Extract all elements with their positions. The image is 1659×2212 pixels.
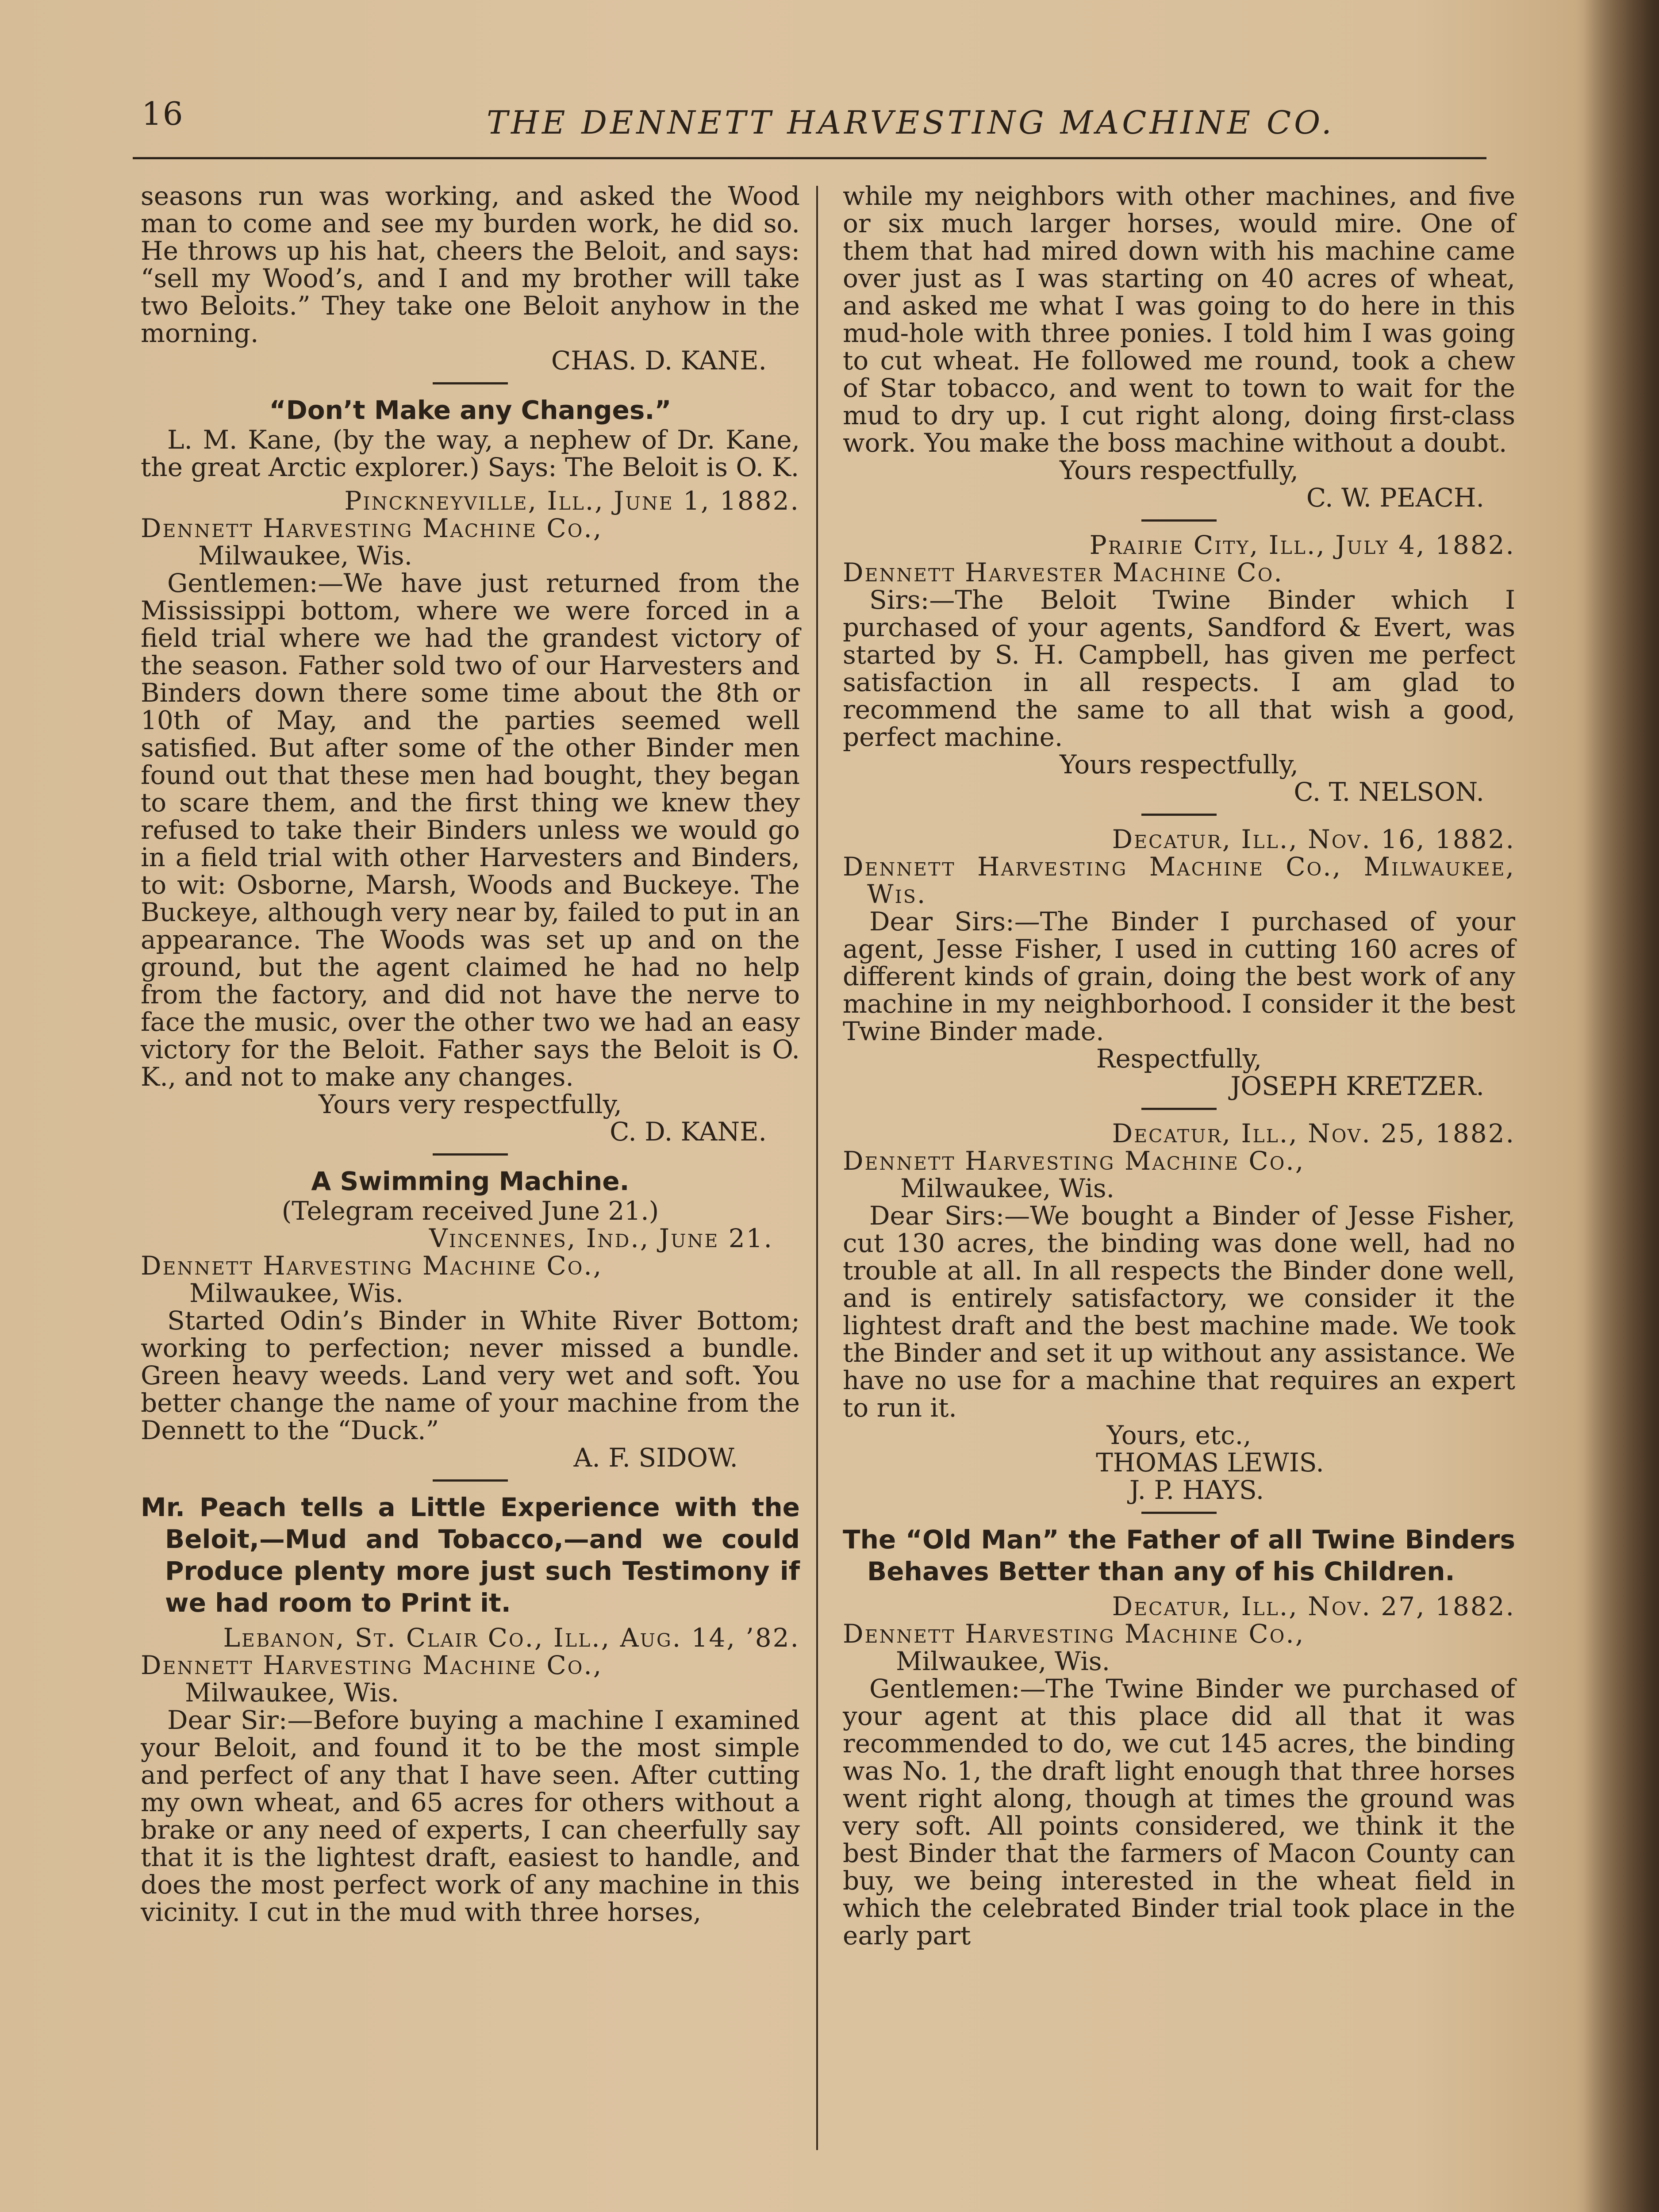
changes-intro: L. M. Kane, (by the way, a nephew of Dr. Kane, the great Arctic explorer.) Says: The Beloit is O. K. <box>141 425 800 482</box>
swimming-body: Started Odin’s Binder in White River Bottom; working to perfection; never missed a bundle. Green heavy weeds. Land very wet and soft. You better change the name of your machine from the Dennett to the “Duck.” <box>141 1306 800 1445</box>
section-rule <box>433 1153 508 1156</box>
lewis-signature-2: J. P. HAYS. <box>1129 1475 1264 1505</box>
column-divider <box>816 186 818 2150</box>
swimming-dateline: Vincennes, Ind., June 21. <box>429 1223 773 1253</box>
lewis-closing: Yours, etc., <box>1106 1420 1252 1450</box>
changes-closing: Yours very respectfully, <box>319 1089 622 1119</box>
changes-dateline: Pinckneyville, Ill., June 1, 1882. <box>344 486 800 516</box>
peach-signature: C. W. PEACH. <box>1306 483 1484 513</box>
old-man-body: Gentlemen:—The Twine Binder we purchased of your agent at this place did all that it was recommended to do, we cut 145 acres, the binding was No. 1, the draft light enough that three horses went right along, though at times the ground was very soft. All points considered, we think it the best Binder that the farmers of Macon County can buy, we being interested in the wheat field in which the celebrated Binder trial took place in the early part <box>843 1674 1515 1951</box>
section-rule <box>1141 814 1217 816</box>
nelson-dateline: Prairie City, Ill., July 4, 1882. <box>1089 530 1515 560</box>
swimming-subheading: (Telegram received June 21.) <box>281 1196 659 1226</box>
kretzer-dateline: Decatur, Ill., Nov. 16, 1882. <box>1112 824 1515 854</box>
changes-addressee: Dennett Harvesting Machine Co., <box>141 513 603 543</box>
changes-signature: C. D. KANE. <box>610 1117 767 1147</box>
kane-signature: CHAS. D. KANE. <box>551 346 767 376</box>
kretzer-body: Dear Sirs:—The Binder I purchased of your agent, Jesse Fisher, I used in cutting 160 acres of different kinds of grain, doing the best work of any machine in my neighborhood. I consider it the best Twine Binder made. <box>843 906 1515 1046</box>
lewis-dateline: Decatur, Ill., Nov. 25, 1882. <box>1112 1118 1515 1148</box>
old-man-dateline: Decatur, Ill., Nov. 27, 1882. <box>1112 1591 1515 1621</box>
lewis-body: Dear Sirs:—We bought a Binder of Jesse Fisher, cut 130 acres, the binding was done well, had no trouble at all. In all respects the Binder done well, and is entirely satisfactory, we consider it the lightest draft and the best machine made. We took the Binder and set it up without any assistance. We have no use for a machine that requires an expert to run it. <box>843 1201 1515 1423</box>
running-head: THE DENNETT HARVESTING MACHINE CO. <box>487 104 1335 141</box>
section-rule <box>433 1479 508 1482</box>
nelson-closing: Yours respectfully, <box>1060 749 1298 780</box>
old-man-addressee-city: Milwaukee, Wis. <box>896 1646 1110 1676</box>
lewis-signature-1: THOMAS LEWIS. <box>1096 1448 1324 1478</box>
page-number: 16 <box>142 95 184 132</box>
old-man-addressee: Dennett Harvesting Machine Co., <box>843 1619 1305 1649</box>
section-rule <box>1141 1108 1217 1110</box>
changes-heading: “Don’t Make any Changes.” <box>269 395 672 425</box>
peach-dateline: Lebanon, St. Clair Co., Ill., Aug. 14, ’82. <box>223 1623 800 1653</box>
old-man-heading: The “Old Man” the Father of all Twine Binders Behaves Better than any of his Children. <box>843 1525 1515 1586</box>
peach-heading: Mr. Peach tells a Little Experience with the Beloit,—Mud and Tobacco,—and we could Produce plenty more just such Testimony if we had room to Print it. <box>141 1492 800 1618</box>
kretzer-signature: JOSEPH KRETZER. <box>1230 1071 1484 1101</box>
swimming-addressee: Dennett Harvesting Machine Co., <box>141 1251 603 1281</box>
header-rule <box>133 157 1486 159</box>
peach-addressee-city: Milwaukee, Wis. <box>185 1678 399 1708</box>
nelson-body: Sirs:—The Beloit Twine Binder which I purchased of your agents, Sandford & Evert, was started by S. H. Campbell, has given me perfect satisfaction in all respects. I am glad to recommend the same to all that wish a good, perfect machine. <box>843 585 1515 752</box>
changes-addressee-city: Milwaukee, Wis. <box>198 541 413 571</box>
peach-addressee: Dennett Harvesting Machine Co., <box>141 1650 603 1680</box>
peach-closing: Yours respectfully, <box>1060 455 1298 485</box>
nelson-signature: C. T. NELSON. <box>1294 777 1484 807</box>
changes-body: Gentlemen:—We have just returned from the Mississippi bottom, where we were forced in a field trial where we had the grandest victory of the season. Father sold two of our Harvesters and Binders down there some time about the 8th or 10th of May, and the parties seemed well satisfied. But after some of the other Binder men found out that these men had bought, they began to scare them, and the first thing we knew they refused to take their Binders unless we would go in a field trial with other Harvesters and Binders, to wit: Osborne, Marsh, Woods and Buckeye. The Buckeye, although very near by, failed to put in an appearance. The Woods was set up and on the ground, but the agent claimed he had no help from the factory, and did not have the nerve to face the music, over the other two we had an easy victory for the Beloit. Father says the Beloit is O. K., and not to make any changes. <box>141 568 800 1092</box>
left-column <box>141 182 800 1926</box>
swimming-heading: A Swimming Machine. <box>311 1166 630 1196</box>
section-rule <box>1141 519 1217 522</box>
lewis-addressee-city: Milwaukee, Wis. <box>900 1173 1115 1203</box>
swimming-addressee-city: Milwaukee, Wis. <box>189 1278 404 1308</box>
page-header <box>142 95 1486 144</box>
book-spine-shadow <box>1584 0 1659 2212</box>
right-column <box>843 182 1515 1949</box>
kretzer-addressee: Dennett Harvesting Machine Co., Milwaukee, Wis. <box>843 852 1515 909</box>
kane-letter-end: seasons run was working, and asked the Wood man to come and see my burden work, he did so. He throws up his hat, cheers the Beloit, and says: “sell my Wood’s, and I and my brother will take two Beloits.” They take one Beloit anyhow in the morning. <box>141 181 800 348</box>
peach-letter-end: while my neighbors with other machines, and five or six much larger horses, would mire. One of them that had mired down with his machine came over just as I was starting on 40 acres of wheat, and asked me what I was going to do here in this mud-hole with three ponies. I told him I was going to cut wheat. He followed me round, took a chew of Star tobacco, and went to town to wait for the mud to dry up. I cut right along, doing first-class work. You make the boss machine without a doubt. <box>843 181 1515 458</box>
nelson-addressee: Dennett Harvester Machine Co. <box>843 557 1283 588</box>
peach-body: Dear Sir:—Before buying a machine I examined your Beloit, and found it to be the most simple and perfect of any that I have seen. After cutting my own wheat, and 65 acres for others without a brake or any need of experts, I can cheerfully say that it is the lightest draft, easiest to handle, and does the most perfect work of any machine in this vicinity. I cut in the mud with three horses, <box>141 1705 800 1927</box>
section-rule <box>433 382 508 384</box>
swimming-signature: A. F. SIDOW. <box>573 1443 738 1473</box>
section-rule <box>1141 1512 1217 1514</box>
kretzer-closing: Respectfully, <box>1096 1044 1262 1074</box>
lewis-addressee: Dennett Harvesting Machine Co., <box>843 1146 1305 1176</box>
